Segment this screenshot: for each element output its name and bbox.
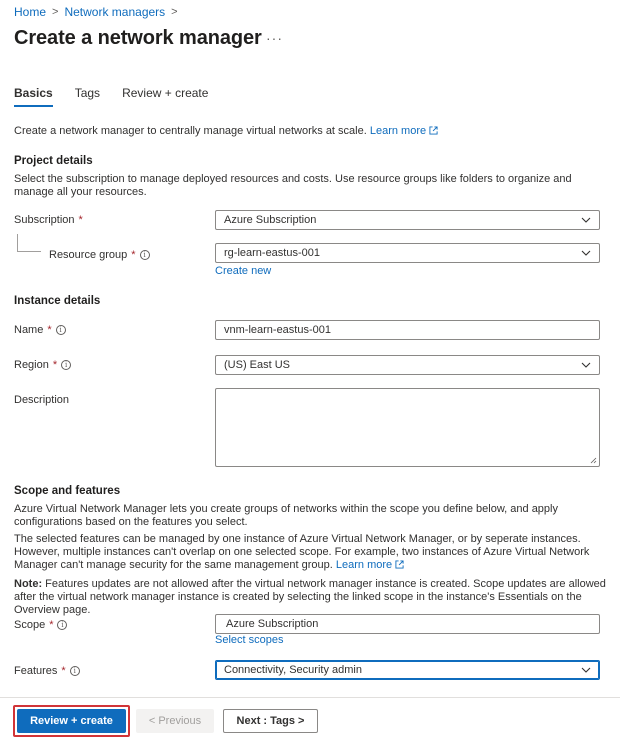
- previous-button[interactable]: < Previous: [136, 709, 214, 733]
- scope-note: Note: Features updates are not allowed after the virtual network manager instance is created. Scope updates are allowed after the virtual network manager instance is created by selecting the linked scope in the instance's Essentials on the Overview page.: [14, 578, 606, 616]
- tab-bar: [14, 86, 230, 107]
- required-marker: *: [47, 324, 52, 336]
- region-select[interactable]: (US) East US: [215, 355, 600, 375]
- scope-paragraph-2: The selected features can be managed by one instance of Azure Virtual Network Manager, or by seperate instances. However, multiple instances can't overlap on one selected scope. For example, two instances of Azure Virtual Network Manager can't manage security for the same management group. Learn more: [14, 533, 590, 571]
- scope-label: Scope * i: [14, 619, 67, 631]
- name-input[interactable]: vnm-learn-eastus-001: [215, 320, 600, 340]
- tab-tags[interactable]: Tags: [74, 86, 101, 100]
- breadcrumb-home[interactable]: Home: [14, 5, 47, 19]
- next-tags-button[interactable]: Next : Tags >: [223, 709, 318, 733]
- info-icon[interactable]: i: [70, 666, 80, 676]
- tab-basics[interactable]: Basics: [14, 86, 53, 107]
- required-marker: *: [49, 619, 54, 631]
- name-label: Name * i: [14, 324, 66, 336]
- more-options-icon[interactable]: ···: [266, 30, 283, 46]
- create-new-link[interactable]: Create new: [215, 265, 272, 277]
- required-marker: *: [61, 665, 66, 677]
- chevron-down-icon: [581, 360, 591, 370]
- resize-grip-icon[interactable]: [590, 457, 597, 464]
- tree-connector: [17, 234, 18, 251]
- required-marker: *: [78, 214, 83, 226]
- info-icon[interactable]: i: [56, 325, 66, 335]
- required-marker: *: [131, 249, 136, 261]
- scope-learn-more-link[interactable]: Learn more: [336, 559, 404, 571]
- info-icon[interactable]: i: [57, 620, 67, 630]
- scope-features-heading: Scope and features: [14, 485, 121, 497]
- info-icon[interactable]: i: [140, 250, 150, 260]
- instance-details-heading: Instance details: [14, 295, 101, 307]
- tab-review-create[interactable]: Review + create: [122, 86, 209, 100]
- footer-divider: [0, 697, 620, 698]
- scope-input[interactable]: Azure Subscription: [215, 614, 600, 634]
- description-label: Description: [14, 394, 70, 406]
- breadcrumb: [14, 5, 178, 19]
- external-link-icon: [429, 126, 438, 135]
- external-link-icon: [395, 560, 404, 569]
- chevron-down-icon: [581, 215, 591, 225]
- intro-text: Create a network manager to centrally manage virtual networks at scale. Learn more: [14, 125, 609, 138]
- subscription-select[interactable]: Azure Subscription: [215, 210, 600, 230]
- chevron-down-icon: [581, 248, 591, 258]
- breadcrumb-separator: >: [52, 6, 59, 18]
- review-create-button[interactable]: Review + create: [17, 709, 126, 733]
- info-icon[interactable]: i: [61, 360, 71, 370]
- chevron-down-icon: [581, 665, 591, 675]
- required-marker: *: [52, 359, 58, 371]
- intro-learn-more-link[interactable]: Learn more: [370, 125, 438, 137]
- region-label: Region * i: [14, 359, 71, 371]
- project-details-heading: Project details: [14, 155, 93, 167]
- select-scopes-link[interactable]: Select scopes: [215, 634, 284, 646]
- resource-group-select[interactable]: rg-learn-eastus-001: [215, 243, 600, 263]
- tree-connector: [17, 251, 41, 252]
- features-select[interactable]: Connectivity, Security admin: [215, 660, 600, 680]
- description-textarea[interactable]: [215, 388, 600, 467]
- subscription-label: Subscription *: [14, 214, 83, 226]
- project-details-description: Select the subscription to manage deployed resources and costs. Use resource groups like folders to organize and manage all your resources.: [14, 173, 572, 198]
- scope-paragraph-1: Azure Virtual Network Manager lets you create groups of networks within the scope you define below, and apply configurations based on the features you select.: [14, 503, 558, 528]
- resource-group-label: Resource group * i: [49, 249, 150, 261]
- features-label: Features * i: [14, 665, 80, 677]
- breadcrumb-network-managers[interactable]: Network managers: [64, 5, 166, 19]
- page-title: Create a network manager: [14, 27, 262, 49]
- breadcrumb-separator: >: [171, 6, 178, 18]
